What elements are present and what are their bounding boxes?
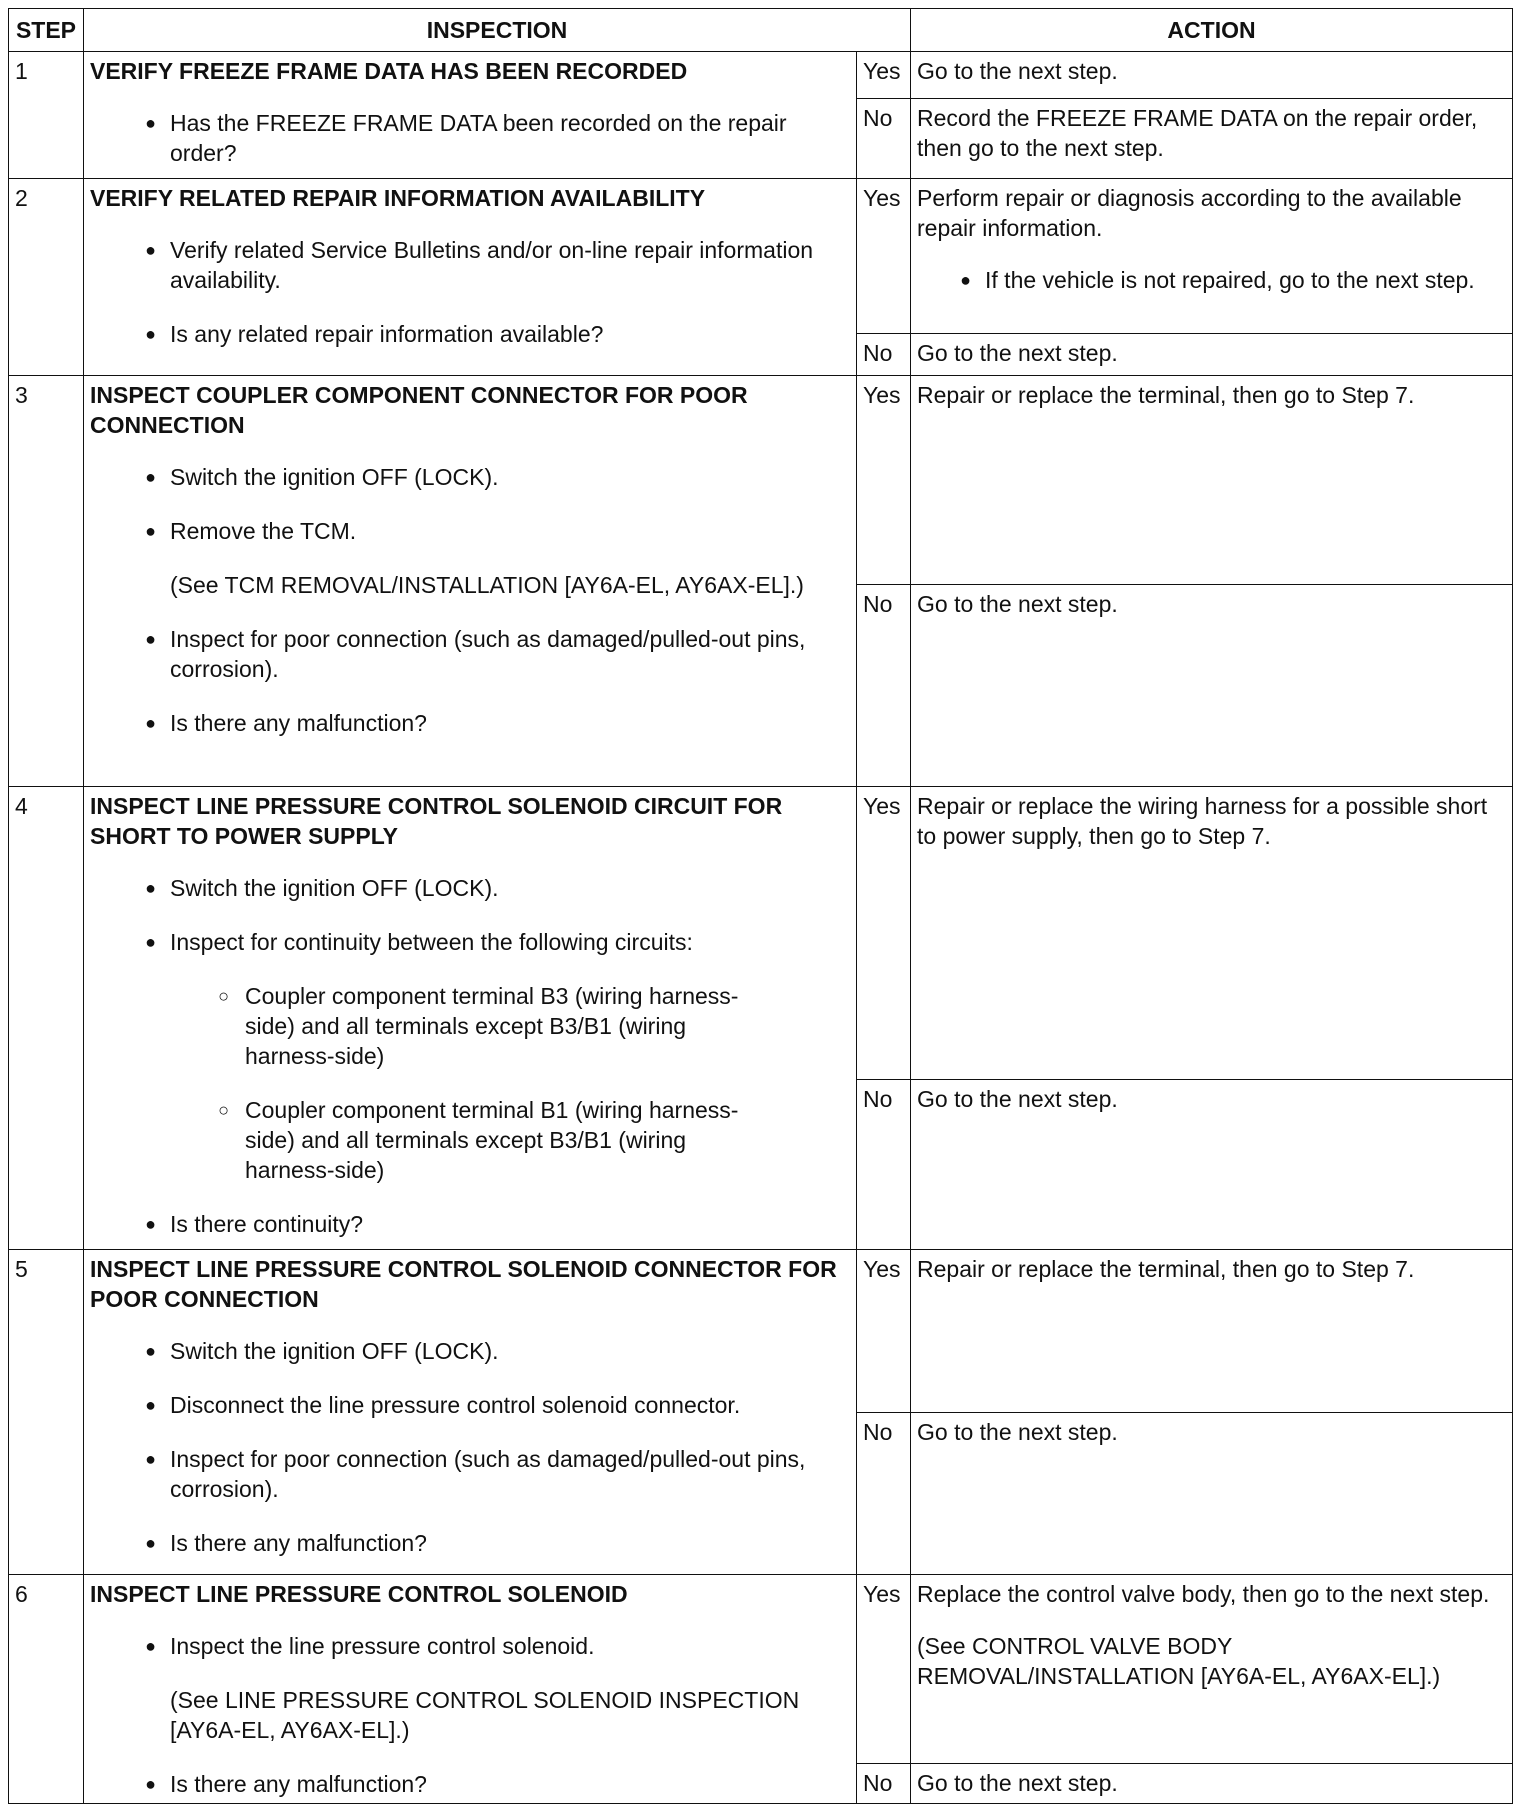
table-row <box>9 787 1513 1080</box>
step-title: VERIFY FREEZE FRAME DATA HAS BEEN RECORDED <box>90 58 688 84</box>
bullet-icon <box>90 624 170 684</box>
circle-bullet-icon <box>90 1095 245 1185</box>
inspection-item: ● Verify related Service Bulletins and/or on-line repair information availability. <box>90 235 850 295</box>
yes-action: Repair or replace the wiring harness for a possible short to power supply, then go to Step 7. <box>911 787 1513 1080</box>
no-action: Go to the next step. <box>911 334 1513 376</box>
inspection-item: ● Is there any malfunction? <box>90 708 850 738</box>
inspection-cell <box>84 787 857 1250</box>
header-step: STEP <box>9 9 84 52</box>
bullet-icon <box>90 516 170 546</box>
yes-action: Replace the control valve body, then go to the next step. <box>917 1581 1490 1607</box>
yes-label: Yes <box>857 1250 911 1413</box>
action-bullet-item: ● If the vehicle is not repaired, go to the next step. <box>917 265 1506 295</box>
step-number: 1 <box>9 52 84 179</box>
reference-note: (See LINE PRESSURE CONTROL SOLENOID INSPECTION [AY6A-EL, AY6AX-EL].) <box>170 1687 800 1743</box>
diagnostic-procedure-page <box>8 8 1512 1810</box>
no-action: Go to the next step. <box>911 1763 1513 1803</box>
no-label: No <box>857 334 911 376</box>
inspection-subitem: ○ Coupler component terminal B1 (wiring harness-side) and all terminals except B3/B1 (wiring harness-side) <box>90 1095 850 1185</box>
bullet-icon <box>90 462 170 492</box>
yes-action: Repair or replace the terminal, then go to Step 7. <box>911 376 1513 585</box>
bullet-icon <box>90 1444 170 1504</box>
inspection-item: ● Is there any malfunction? <box>90 1769 850 1799</box>
inspection-item: ● Switch the ignition OFF (LOCK). <box>90 462 850 492</box>
no-action: Go to the next step. <box>911 1080 1513 1250</box>
diagnostic-table <box>8 8 1513 1804</box>
bullet-icon <box>90 1769 170 1799</box>
inspection-item: ● Inspect for poor connection (such as damaged/pulled-out pins, corrosion). <box>90 1444 850 1504</box>
bullet-icon <box>90 1631 170 1661</box>
bullet-icon <box>90 1528 170 1558</box>
header-row <box>9 9 1513 52</box>
inspection-cell <box>84 52 857 179</box>
yes-label: Yes <box>857 1575 911 1764</box>
inspection-item: ● Inspect the line pressure control solenoid. <box>90 1631 850 1661</box>
bullet-icon <box>90 1390 170 1420</box>
inspection-item: ● Inspect for poor connection (such as damaged/pulled-out pins, corrosion). <box>90 624 850 684</box>
header-inspection: INSPECTION <box>84 9 911 52</box>
step-number: 2 <box>9 179 84 376</box>
step-title: INSPECT LINE PRESSURE CONTROL SOLENOID CIRCUIT FOR SHORT TO POWER SUPPLY <box>90 793 783 849</box>
inspection-cell <box>84 179 857 376</box>
table-row <box>9 376 1513 585</box>
step-title: INSPECT COUPLER COMPONENT CONNECTOR FOR POOR CONNECTION <box>90 382 748 438</box>
circle-bullet-icon <box>90 981 245 1071</box>
inspection-subitem: ○ Coupler component terminal B3 (wiring harness-side) and all terminals except B3/B1 (wiring harness-side) <box>90 981 850 1071</box>
yes-label: Yes <box>857 52 911 99</box>
inspection-item: ● Is there any malfunction? <box>90 1528 850 1558</box>
bullet-icon <box>90 1336 170 1366</box>
step-number: 6 <box>9 1575 84 1804</box>
inspection-item: ● Switch the ignition OFF (LOCK). <box>90 1336 850 1366</box>
bullet-icon <box>90 319 170 349</box>
inspection-item: ● Switch the ignition OFF (LOCK). <box>90 873 850 903</box>
step-title: INSPECT LINE PRESSURE CONTROL SOLENOID <box>90 1581 628 1607</box>
bullet-icon <box>90 927 170 957</box>
bullet-icon <box>90 1209 170 1239</box>
yes-action: Repair or replace the terminal, then go to Step 7. <box>911 1250 1513 1413</box>
yes-action: Go to the next step. <box>911 52 1513 99</box>
header-action: ACTION <box>911 9 1513 52</box>
yes-label: Yes <box>857 179 911 334</box>
inspection-item: ● Is any related repair information available? <box>90 319 850 349</box>
inspection-cell <box>84 1575 857 1804</box>
step-title: INSPECT LINE PRESSURE CONTROL SOLENOID CONNECTOR FOR POOR CONNECTION <box>90 1256 837 1312</box>
yes-label: Yes <box>857 787 911 1080</box>
step-number: 5 <box>9 1250 84 1575</box>
no-action: Go to the next step. <box>911 1413 1513 1575</box>
yes-action-cell <box>911 179 1513 334</box>
bullet-icon <box>90 235 170 295</box>
reference-note: (See CONTROL VALVE BODY REMOVAL/INSTALLATION [AY6A-EL, AY6AX-EL].) <box>917 1633 1441 1689</box>
bullet-icon <box>917 265 985 295</box>
yes-action-cell <box>911 1575 1513 1764</box>
no-action: Go to the next step. <box>911 585 1513 787</box>
no-label: No <box>857 1763 911 1803</box>
bullet-icon <box>90 873 170 903</box>
inspection-cell <box>84 1250 857 1575</box>
bullet-icon <box>90 708 170 738</box>
inspection-item: ● Is there continuity? <box>90 1209 850 1239</box>
table-row <box>9 1250 1513 1413</box>
yes-action: Perform repair or diagnosis according to the available repair information. <box>917 185 1462 241</box>
step-number: 3 <box>9 376 84 787</box>
inspection-item: ● Has the FREEZE FRAME DATA been recorded on the repair order? <box>90 108 850 168</box>
reference-note: (See TCM REMOVAL/INSTALLATION [AY6A-EL, AY6AX-EL].) <box>170 572 804 598</box>
table-row <box>9 52 1513 99</box>
inspection-cell <box>84 376 857 787</box>
bullet-icon <box>90 108 170 168</box>
no-label: No <box>857 1413 911 1575</box>
table-row <box>9 179 1513 334</box>
inspection-item: ● Disconnect the line pressure control solenoid connector. <box>90 1390 850 1420</box>
inspection-item: ● Inspect for continuity between the following circuits: <box>90 927 850 957</box>
no-label: No <box>857 99 911 179</box>
no-label: No <box>857 585 911 787</box>
step-number: 4 <box>9 787 84 1250</box>
yes-label: Yes <box>857 376 911 585</box>
step-title: VERIFY RELATED REPAIR INFORMATION AVAILABILITY <box>90 185 706 211</box>
inspection-item: ● Remove the TCM. <box>90 516 850 546</box>
no-action: Record the FREEZE FRAME DATA on the repair order, then go to the next step. <box>911 99 1513 179</box>
no-label: No <box>857 1080 911 1250</box>
table-row <box>9 1575 1513 1764</box>
